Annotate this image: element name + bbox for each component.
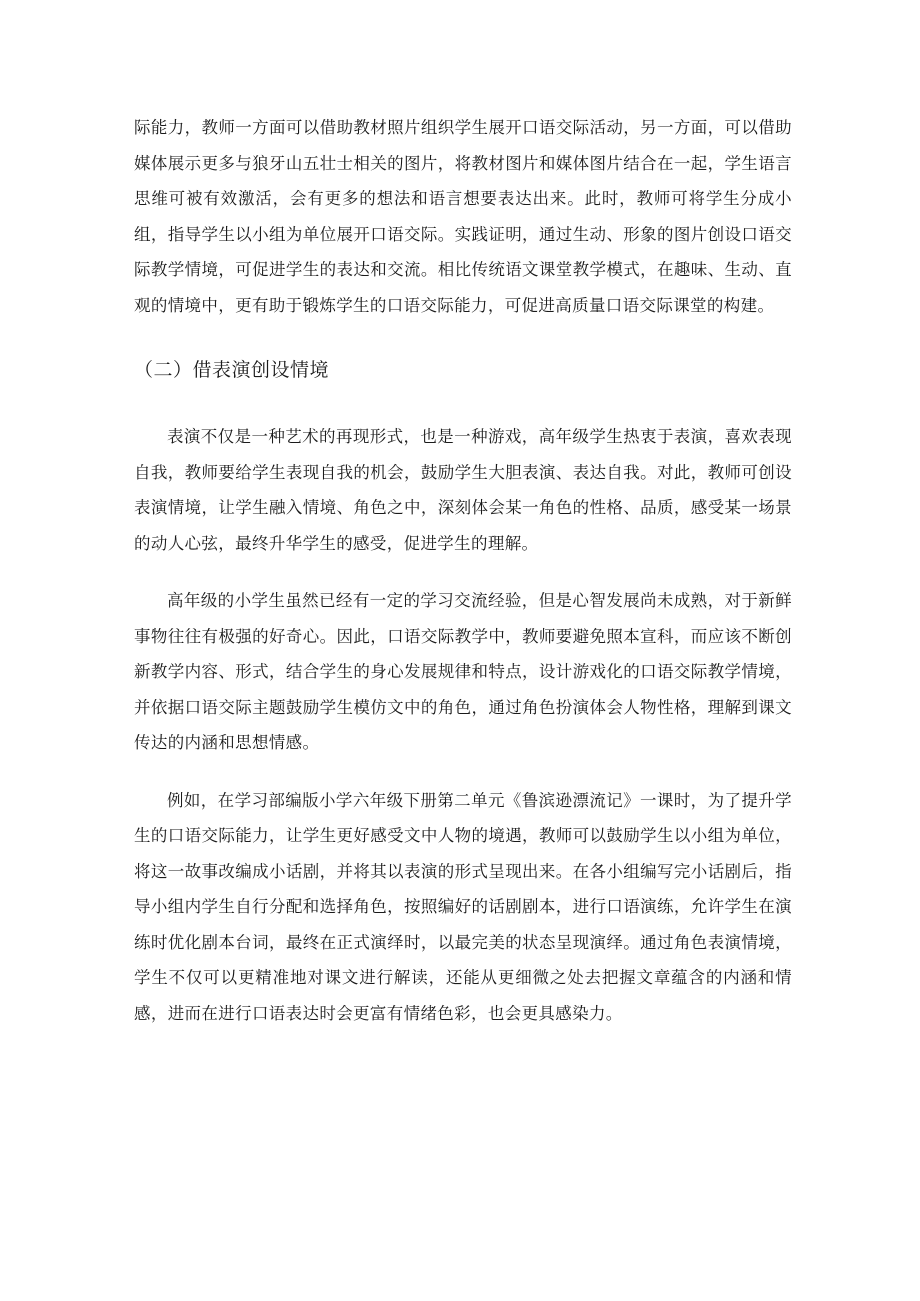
section-heading: （二）借表演创设情境 [134,359,330,381]
body-paragraph: 例如，在学习部编版小学六年级下册第二单元《鲁滨逊漂流记》一课时，为了提升学生的口语交际能力，让学生更好感受文中人物的境遇，教师可以鼓励学生以小组为单位，将这一故事改编成小话剧，并将其以表演的形式呈现出来。在各小组编写完小话剧后，指导小组内学生自行分配和选择角色，按照编好的话剧剧本，进行口语演练，允许学生在演练时优化剧本台词，最终在正式演绎时，以最完美的状态呈现演绎。通过角色表演情境，学生不仅可以更精准地对课文进行解读，还能从更细微之处去把握文章蕴含的内涵和情感，进而在进行口语表达时会更富有情绪色彩，也会更具感染力。 [134,790,792,1023]
body-paragraph: 高年级的小学生虽然已经有一定的学习交流经验，但是心智发展尚未成熟，对于新鲜事物往往有极强的好奇心。因此，口语交际教学中，教师要避免照本宣科，而应该不断创新教学内容、形式，结合学生的身心发展规律和特点，设计游戏化的口语交际教学情境，并依据口语交际主题鼓励学生模仿文中的角色，通过角色扮演体会人物性格，理解到课文传达的内涵和思想情感。 [134,591,792,752]
body-paragraph: 表演不仅是一种艺术的再现形式，也是一种游戏，高年级学生热衷于表演，喜欢表现自我，教师要给学生表现自我的机会，鼓励学生大胆表演、表达自我。对此，教师可创设表演情境，让学生融入情境、角色之中，深刻体会某一角色的性格、品质，感受某一场景的动人心弦，最终升华学生的感受，促进学生的理解。 [134,427,792,553]
continued-paragraph: 际能力，教师一方面可以借助教材照片组织学生展开口语交际活动，另一方面，可以借助媒体展示更多与狼牙山五壮士相关的图片，将教材图片和媒体图片结合在一起，学生语言思维可被有效激活，会有更多的想法和语言想要表达出来。此时，教师可将学生分成小组，指导学生以小组为单位展开口语交际。实践证明，通过生动、形象的图片创设口语交际教学情境，可促进学生的表达和交流。相比传统语文课堂教学模式，在趣味、生动、直观的情境中，更有助于锻炼学生的口语交际能力，可促进高质量口语交际课堂的构建。 [134,118,792,315]
